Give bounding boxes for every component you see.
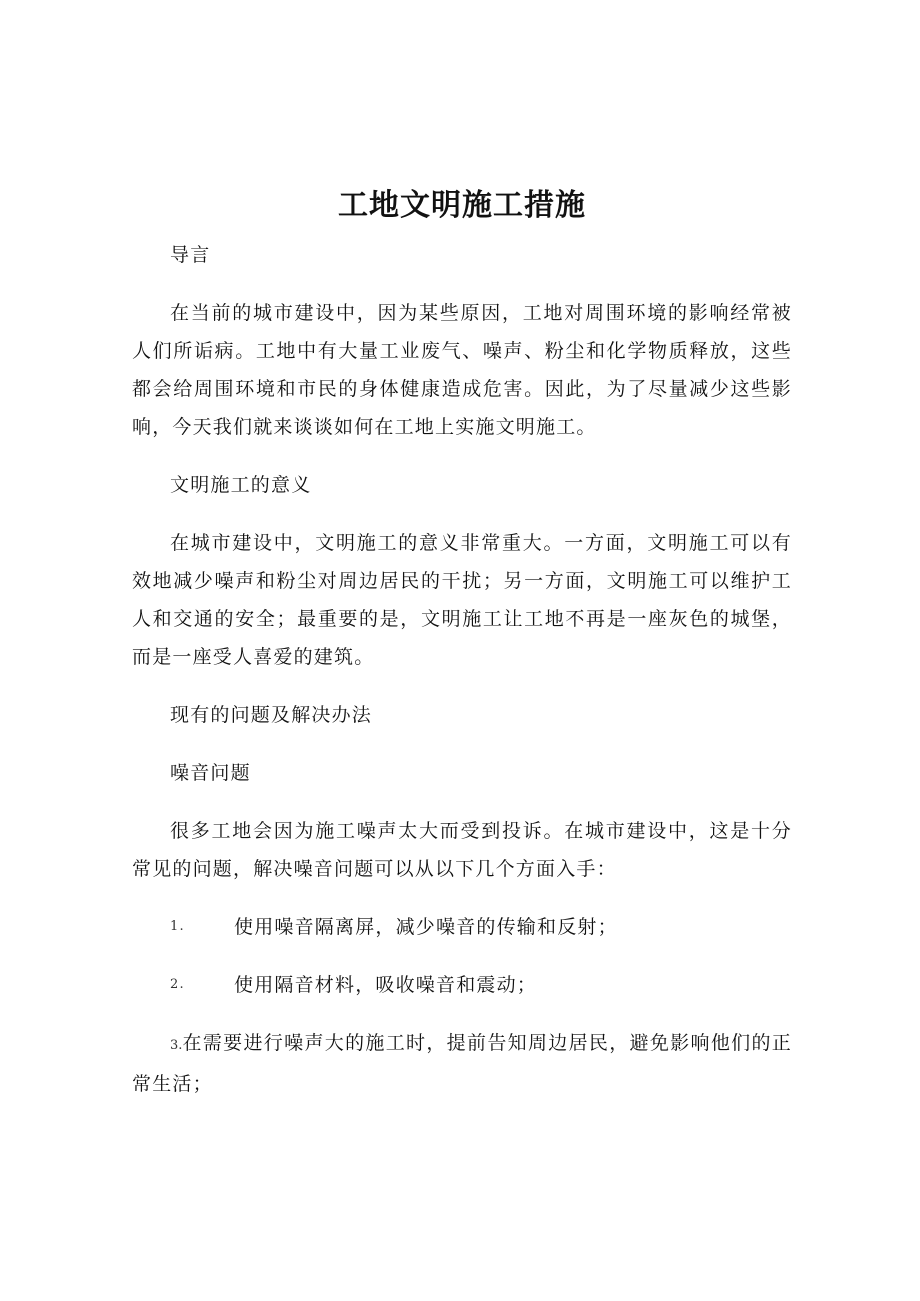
page-title: 工地文明施工措施: [338, 188, 586, 223]
list-item-text: 使用隔音材料，吸收噪音和震动；: [234, 974, 538, 996]
list-item-text: 使用噪音隔离屏，减少噪音的传输和反射；: [234, 916, 618, 938]
list-item-number: 2.: [170, 977, 185, 992]
section-heading-significance: 文明施工的意义: [170, 474, 312, 496]
list-item-text: 在需要进行噪声大的施工时，提前告知周边居民，避免影响他们的正常生活；: [132, 1032, 792, 1095]
list-item: [132, 966, 792, 1004]
list-item-number: 3.: [170, 1038, 183, 1053]
list-item: [132, 1024, 792, 1103]
paragraph-noise: 很多工地会因为施工噪声太大而受到投诉。在城市建设中，这是十分常见的问题，解决噪音问题可以从以下几个方面入手：: [132, 820, 792, 880]
section-heading-problems: 现有的问题及解决办法: [170, 704, 373, 726]
list-item: [132, 908, 792, 946]
document-body: [132, 186, 792, 1103]
section-heading-noise: 噪音问题: [170, 762, 251, 784]
paragraph-significance: 在城市建设中，文明施工的意义非常重大。一方面，文明施工可以有效地减少噪声和粉尘对周边居民的干扰；另一方面，文明施工可以维护工人和交通的安全；最重要的是，文明施工让工地不再是一座灰色的城堡，而是一座受人喜爱的建筑。: [132, 532, 792, 668]
section-heading-intro: 导言: [170, 244, 211, 266]
paragraph-intro: 在当前的城市建设中，因为某些原因，工地对周围环境的影响经常被人们所诟病。工地中有大量工业废气、噪声、粉尘和化学物质释放，这些都会给周围环境和市民的身体健康造成危害。因此，为了尽量减少这些影响，今天我们就来谈谈如何在工地上实施文明施工。: [132, 302, 792, 438]
list-item-number: 1.: [170, 919, 185, 934]
